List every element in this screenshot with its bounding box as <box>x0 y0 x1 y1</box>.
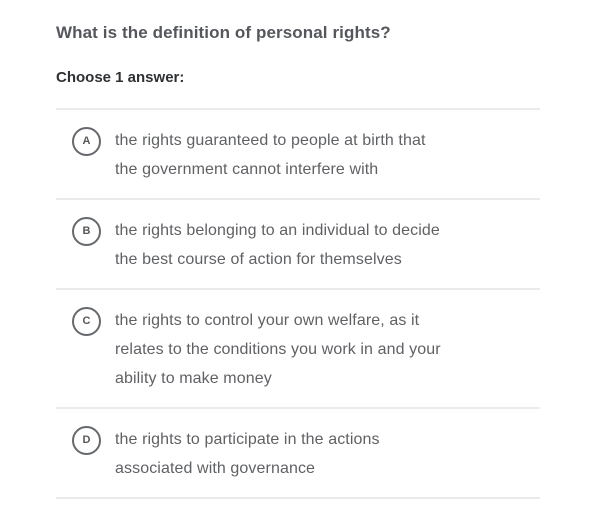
option-letter: C <box>82 315 91 327</box>
question-title: What is the definition of personal rights? <box>56 23 391 42</box>
radio-button-b[interactable] <box>72 217 101 246</box>
answer-choices-list <box>56 108 540 499</box>
answer-text-line: the rights to control your own welfare, as it <box>115 312 420 329</box>
option-letter: A <box>82 135 91 147</box>
answer-option-a-text <box>115 126 426 184</box>
answer-option-b[interactable] <box>56 200 540 288</box>
option-letter: B <box>82 225 91 237</box>
answer-text-line: the government cannot interfere with <box>115 161 379 178</box>
answer-text-line: ability to make money <box>115 370 272 387</box>
answer-option-c-text <box>115 306 441 393</box>
radio-button-d[interactable] <box>72 426 101 455</box>
divider <box>56 497 540 499</box>
answer-text-line: the rights to participate in the actions <box>115 431 380 448</box>
option-letter: D <box>82 434 91 446</box>
answer-option-d[interactable] <box>56 409 540 497</box>
answer-prompt: Choose 1 answer: <box>56 69 185 86</box>
question-content <box>56 0 540 499</box>
answer-option-c[interactable] <box>56 290 540 407</box>
answer-text-line: the rights guaranteed to people at birth that <box>115 132 426 149</box>
answer-text-line: the rights belonging to an individual to decide <box>115 222 440 239</box>
answer-option-d-text <box>115 425 380 483</box>
answer-text-line: the best course of action for themselves <box>115 251 402 268</box>
answer-option-a[interactable] <box>56 110 540 198</box>
answer-text-line: relates to the conditions you work in and your <box>115 341 441 358</box>
answer-text-line: associated with governance <box>115 460 316 477</box>
radio-button-a[interactable] <box>72 127 101 156</box>
radio-button-c[interactable] <box>72 307 101 336</box>
answer-option-b-text <box>115 216 440 274</box>
